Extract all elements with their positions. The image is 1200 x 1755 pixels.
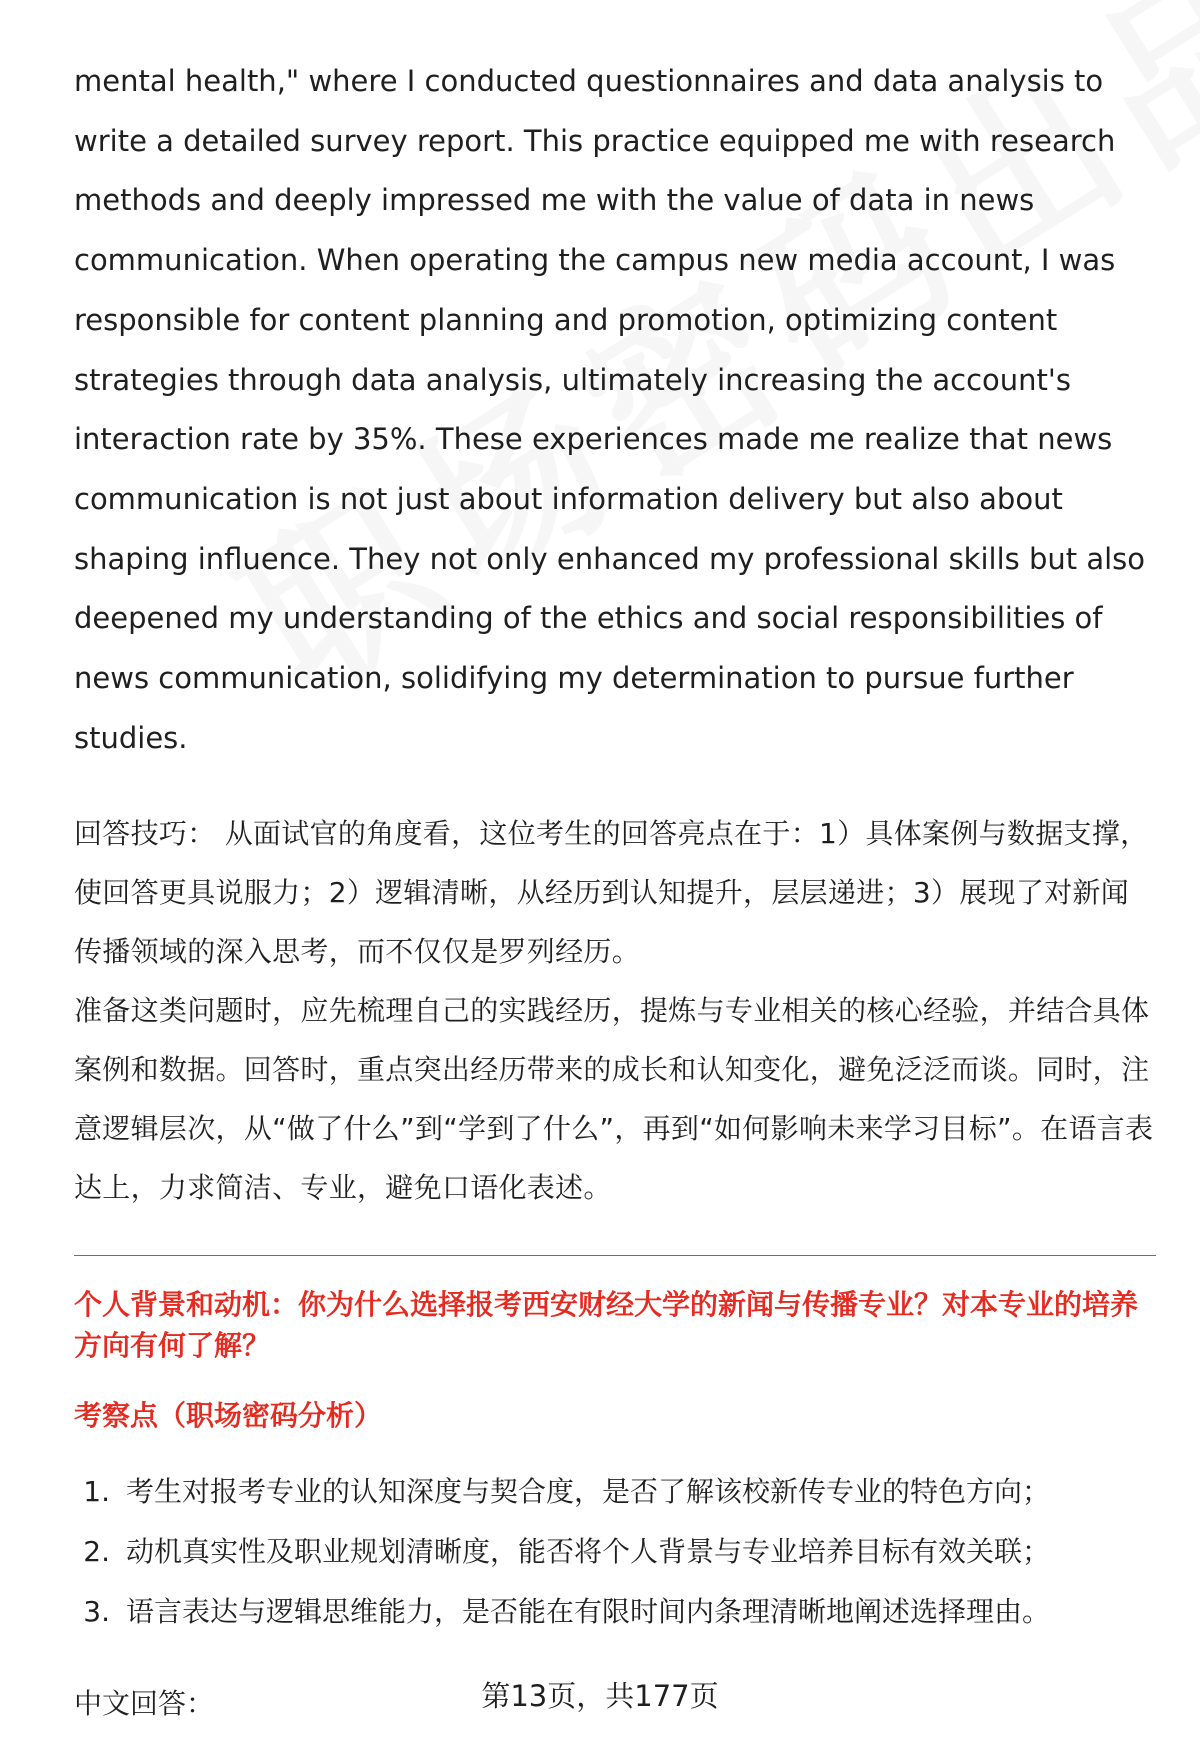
list-item-text: 动机真实性及职业规划清晰度，能否将个人背景与专业培养目标有效关联； — [126, 1535, 1051, 1569]
list-item-number: 1. — [83, 1475, 110, 1509]
list-item-text: 考生对报考专业的认知深度与契合度，是否了解该校新传专业的特色方向； — [126, 1475, 1051, 1509]
question-title: 个人背景和动机：你为什么选择报考西安财经大学的新闻与传播专业？对本专业的培养方向有何了解？ — [74, 1288, 1139, 1363]
answer-tips-section — [74, 804, 1154, 1217]
english-answer-paragraph: mental health," where I conducted questionnaires and data analysis to write a detailed survey report. This practice equipped me with research methods and deeply impressed me with the value of data in news communication. When operating the campus new media account, I was responsible for content planning and promotion, optimizing content strategies through data analysis, ultimately increasing the account's interaction rate by 35%. These experiences made me realize that news communication is not just about information delivery but also about shaping influence. They not only enhanced my professional skills but also deepened my understanding of the ethics and social responsibilities of news communication, solidifying my determination to pursue further studies. — [74, 64, 1146, 755]
list-item — [74, 1522, 1140, 1582]
list-item — [74, 1462, 1140, 1522]
preparation-advice-paragraph: 准备这类问题时，应先梳理自己的实践经历，提炼与专业相关的核心经验，并结合具体案例和数据。回答时，重点突出经历带来的成长和认知变化，避免泛泛而谈。同时，注意逻辑层次，从“做了什么”到“学到了什么”，再到“如何影响未来学习目标”。在语言表达上，力求简洁、专业，避免口语化表述。 — [74, 994, 1154, 1205]
chinese-answer-label: 中文回答： — [74, 1687, 215, 1721]
assessment-points-list — [74, 1462, 1140, 1642]
list-item — [74, 1582, 1140, 1642]
list-item-number: 2. — [83, 1535, 110, 1569]
list-item-number: 3. — [83, 1595, 110, 1629]
page-footer: 第13页，共177页 — [481, 1679, 719, 1713]
assessment-points-heading: 考察点（职场密码分析） — [74, 1399, 383, 1433]
list-item-text: 语言表达与逻辑思维能力，是否能在有限时间内条理清晰地阐述选择理由。 — [126, 1595, 1051, 1629]
answer-tips-paragraph: 回答技巧： 从面试官的角度看，这位考生的回答亮点在于：1）具体案例与数据支撑，使回答更具说服力；2）逻辑清晰，从经历到认知提升，层层递进；3）展现了对新闻传播领域的深入思考，而不仅仅是罗列经历。 — [74, 817, 1149, 969]
section-divider — [74, 1255, 1156, 1256]
